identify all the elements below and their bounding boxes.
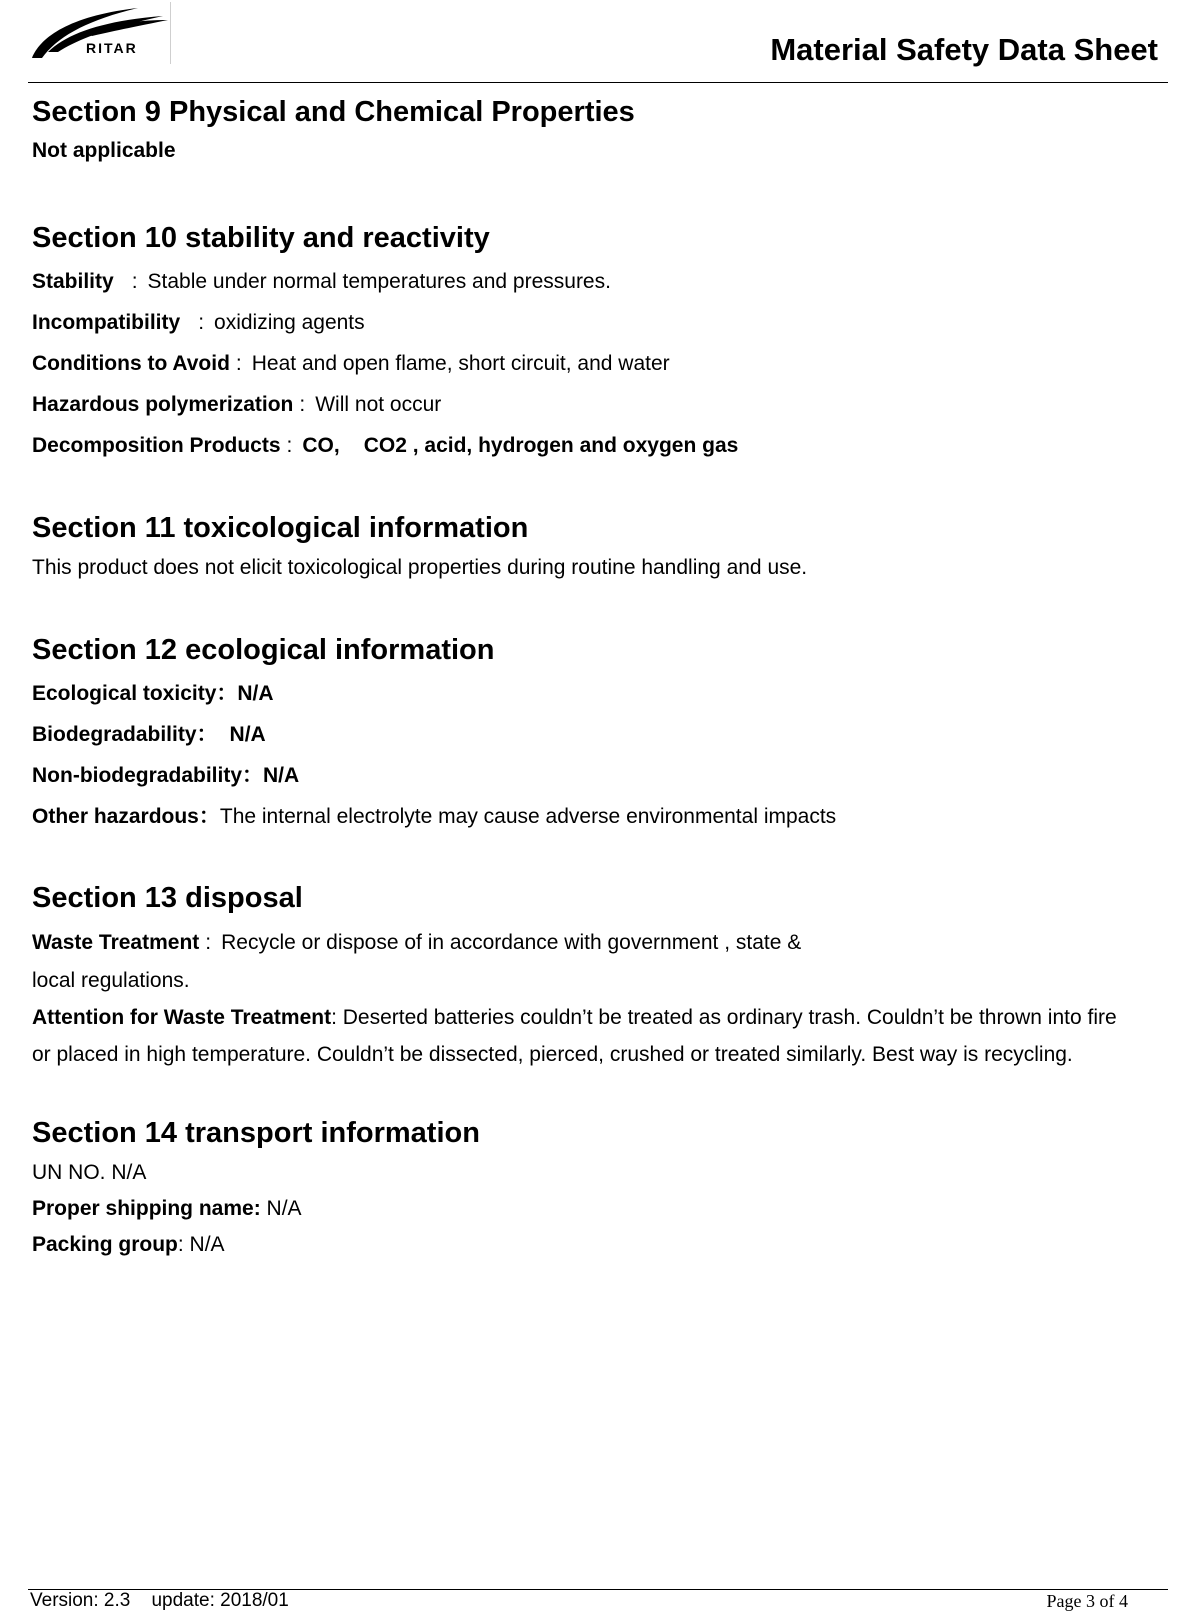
shipping-name-label: Proper shipping name: xyxy=(32,1197,261,1220)
attention-waste-value: : Deserted batteries couldn’t be treated as ordinary trash. Couldn’t be thrown into fire or placed in high temperature. Couldn’t be dissected, pierced, crushed or treated similarly. Best way is recycling. xyxy=(32,1006,1117,1066)
decomposition-value-b: CO2 , acid, hydrogen and oxygen gas xyxy=(363,434,739,457)
section-10 xyxy=(32,218,1172,508)
document-title: Material Safety Data Sheet xyxy=(770,32,1158,67)
section-13-heading: Section 13 disposal xyxy=(32,882,303,914)
non-biodegradability-row: Non-biodegradability：N/A xyxy=(32,764,300,787)
section-12-heading: Section 12 ecological information xyxy=(32,634,495,666)
attention-waste-paragraph xyxy=(32,999,1137,1073)
non-biodegradability-value: N/A xyxy=(263,764,300,787)
section-9-heading: Section 9 Physical and Chemical Properties xyxy=(32,96,635,128)
document-body xyxy=(32,88,1172,1263)
incompatibility-label: Incompatibility xyxy=(32,311,181,334)
section-14-heading: Section 14 transport information xyxy=(32,1117,480,1149)
un-number: UN NO. N/A xyxy=(32,1161,147,1184)
polymerization-row: Hazardous polymerization : Will not occur xyxy=(32,393,442,416)
conditions-value: Heat and open flame, short circuit, and water xyxy=(251,352,670,375)
other-hazardous-label: Other hazardous xyxy=(32,805,199,828)
attention-waste-label: Attention for Waste Treatment xyxy=(32,1006,332,1029)
section-13 xyxy=(32,878,1172,1113)
waste-treatment-value: Recycle or dispose of in accordance with government , state & xyxy=(221,931,802,954)
incompatibility-value: oxidizing agents xyxy=(214,311,365,334)
biodegradability-label: Biodegradability xyxy=(32,723,197,746)
waste-treatment-continued: local regulations. xyxy=(32,969,190,992)
biodegradability-value: N/A xyxy=(229,723,266,746)
section-9 xyxy=(32,88,1172,218)
shipping-name-row xyxy=(32,1191,1172,1227)
shipping-name-value: N/A xyxy=(260,1197,302,1220)
stability-value: Stable under normal temperatures and pressures. xyxy=(147,270,611,293)
non-biodegradability-label: Non-biodegradability xyxy=(32,764,242,787)
section-10-heading: Section 10 stability and reactivity xyxy=(32,222,490,254)
decomposition-row: Decomposition Products : CO, CO2 , acid, hydrogen and oxygen gas xyxy=(32,434,739,457)
section-11 xyxy=(32,508,1172,630)
ecological-toxicity-row: Ecological toxicity：N/A xyxy=(32,682,274,705)
ecological-toxicity-value: N/A xyxy=(237,682,274,705)
section-11-text: This product does not elicit toxicological properties during routine handling and use. xyxy=(32,556,808,579)
other-hazardous-row: Other hazardous：The internal electrolyte may cause adverse environmental impacts xyxy=(32,805,837,828)
packing-group-label: Packing group xyxy=(32,1233,178,1256)
incompatibility-row: Incompatibility : oxidizing agents xyxy=(32,311,365,334)
logo-text: RITAR xyxy=(86,40,138,56)
polymerization-value: Will not occur xyxy=(315,393,442,416)
packing-group-row xyxy=(32,1227,1172,1263)
ritar-logo xyxy=(28,2,171,64)
packing-group-value: : N/A xyxy=(177,1233,225,1256)
decomposition-value-a: CO, xyxy=(302,434,340,457)
version-info: Version: 2.3 update: 2018/01 xyxy=(30,1590,289,1611)
section-9-text: Not applicable xyxy=(32,139,176,162)
conditions-label: Conditions to Avoid xyxy=(32,352,230,375)
other-hazardous-value: The internal electrolyte may cause adverse environmental impacts xyxy=(219,805,837,828)
page-number: Page 3 of 4 xyxy=(1046,1591,1128,1611)
waste-treatment-row: Waste Treatment : Recycle or dispose of in accordance with government , state & xyxy=(32,931,802,954)
stability-row: Stability : Stable under normal temperatures and pressures. xyxy=(32,270,611,293)
section-14 xyxy=(32,1113,1172,1263)
waste-treatment-label: Waste Treatment xyxy=(32,931,200,954)
section-12 xyxy=(32,630,1172,878)
header-divider xyxy=(28,82,1168,83)
section-11-heading: Section 11 toxicological information xyxy=(32,512,529,544)
polymerization-label: Hazardous polymerization xyxy=(32,393,294,416)
biodegradability-row: Biodegradability： N/A xyxy=(32,723,266,746)
decomposition-label: Decomposition Products xyxy=(32,434,281,457)
stability-label: Stability xyxy=(32,270,114,293)
conditions-row: Conditions to Avoid : Heat and open flame, short circuit, and water xyxy=(32,352,670,375)
ecological-toxicity-label: Ecological toxicity xyxy=(32,682,217,705)
